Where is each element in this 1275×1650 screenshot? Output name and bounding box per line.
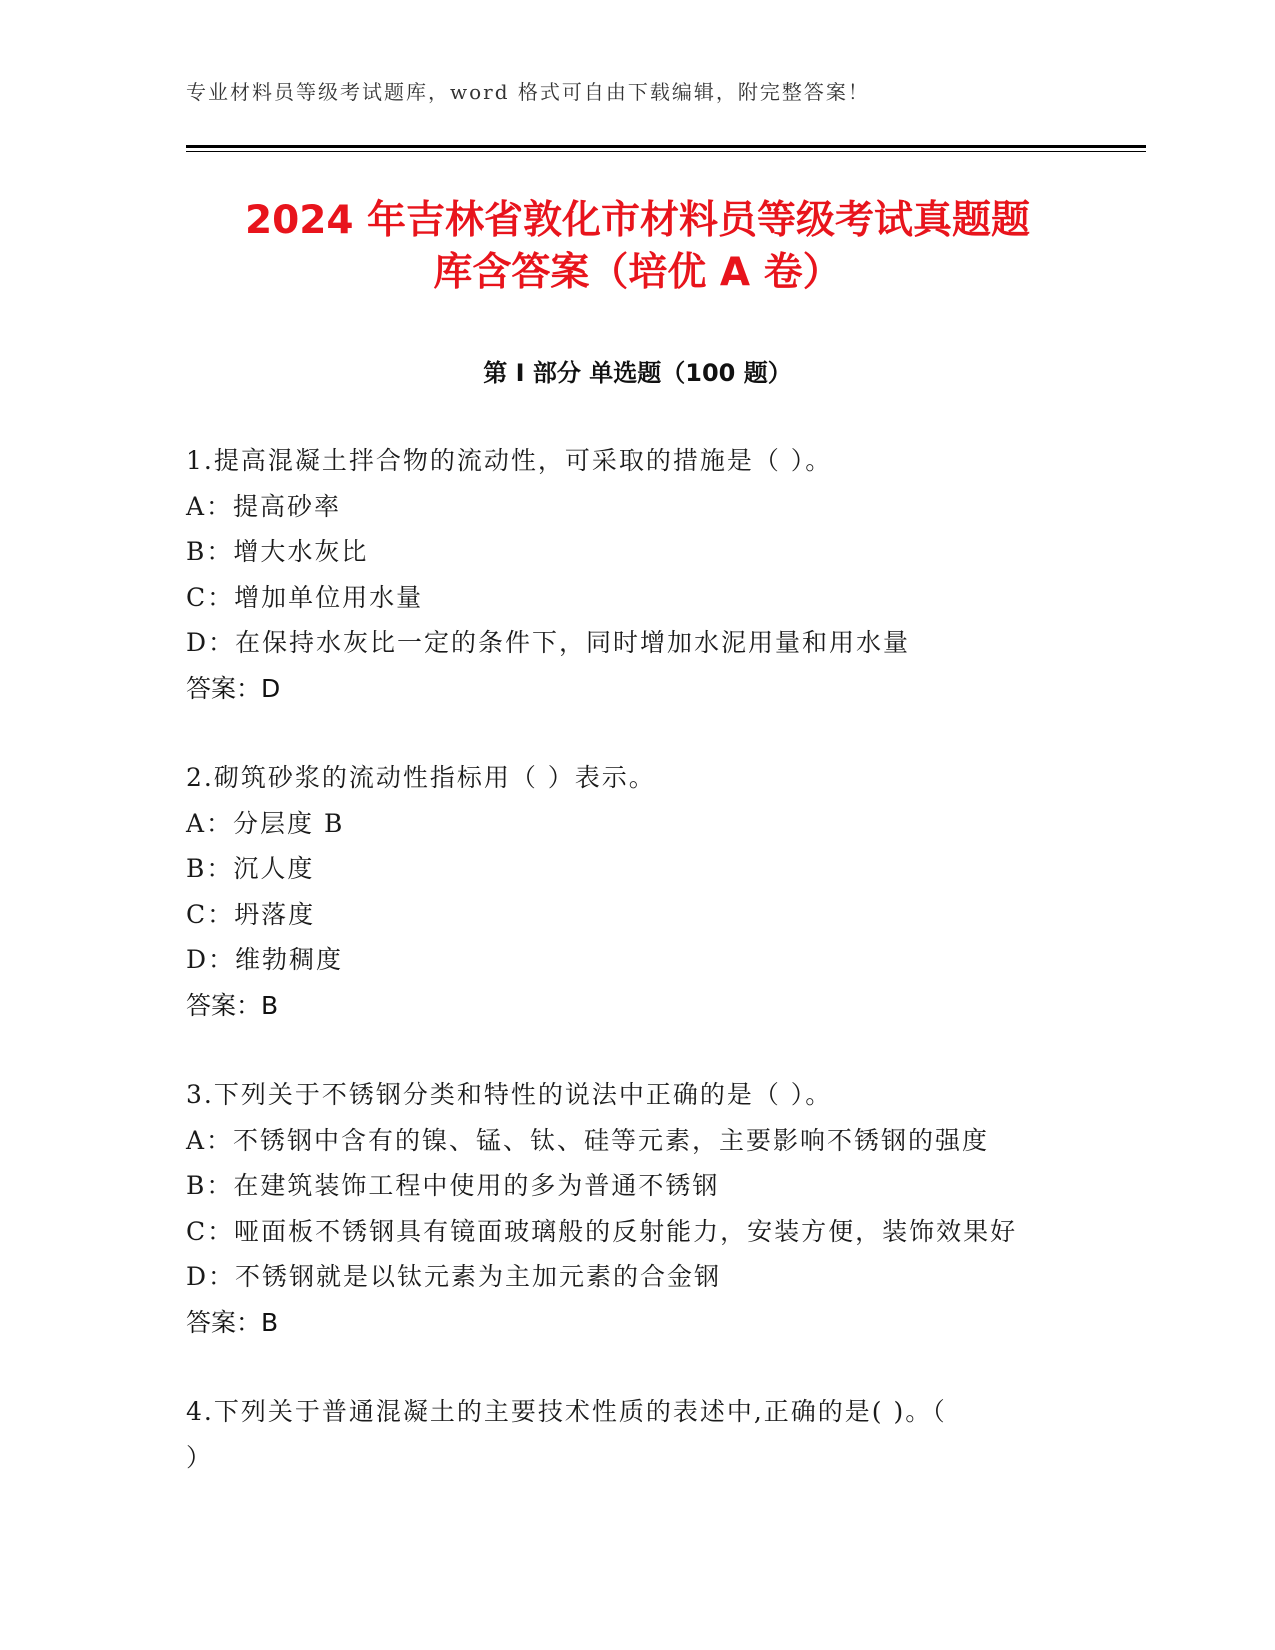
section-title: 第 I 部分 单选题（100 题）: [483, 359, 792, 387]
option-a: A：分层度 B: [186, 808, 345, 838]
option-b: B：增大水灰比: [186, 537, 369, 566]
document-title-line-1: 2024 年吉林省敦化市材料员等级考试真题题: [244, 198, 1031, 243]
question-stem: 3.下列关于不锈钢分类和特性的说法中正确的是（ ）。: [186, 1080, 833, 1109]
option-d: D：在保持水灰比一定的条件下，同时增加水泥用量和用水量: [186, 628, 911, 657]
header-rule-thick: [186, 145, 1146, 148]
option-c: C：哑面板不锈钢具有镜面玻璃般的反射能力，安装方便，装饰效果好: [186, 1216, 1018, 1246]
answer-label: 答案：B: [186, 990, 279, 1020]
question-stem-line-1: 4.下列关于普通混凝土的主要技术性质的表述中,正确的是( )。（: [186, 1397, 947, 1426]
question-list: [186, 438, 1086, 1524]
option-b: B：在建筑装饰工程中使用的多为普通不锈钢: [186, 1171, 720, 1200]
document-title: [150, 195, 1125, 299]
option-d: D：维勃稠度: [186, 945, 344, 974]
option-c: C：坍落度: [186, 899, 316, 929]
answer-label: 答案：D: [186, 673, 281, 703]
document-title-line-2: 库含答案（培优 A 卷）: [433, 250, 842, 295]
option-a: A：不锈钢中含有的镍、锰、钛、硅等元素，主要影响不锈钢的强度: [186, 1125, 990, 1155]
question-3: [186, 1072, 1086, 1345]
question-1: [186, 438, 1086, 711]
option-b: B：沉人度: [186, 854, 315, 883]
question-stem: 2.砌筑砂浆的流动性指标用（ ）表示。: [186, 763, 656, 792]
option-d: D：不锈钢就是以钛元素为主加元素的合金钢: [186, 1262, 722, 1291]
answer-label: 答案：B: [186, 1307, 279, 1337]
question-stem: 1.提高混凝土拌合物的流动性，可采取的措施是（ ）。: [186, 446, 833, 475]
option-c: C：增加单位用水量: [186, 582, 424, 612]
header-note: 专业材料员等级考试题库，word 格式可自由下载编辑，附完整答案！: [186, 80, 870, 104]
question-2: [186, 755, 1086, 1028]
option-a: A：提高砂率: [186, 491, 342, 521]
question-4: [186, 1389, 1086, 1480]
question-stem-line-2: ）: [186, 1442, 214, 1472]
header-rule-thin: [186, 151, 1146, 152]
